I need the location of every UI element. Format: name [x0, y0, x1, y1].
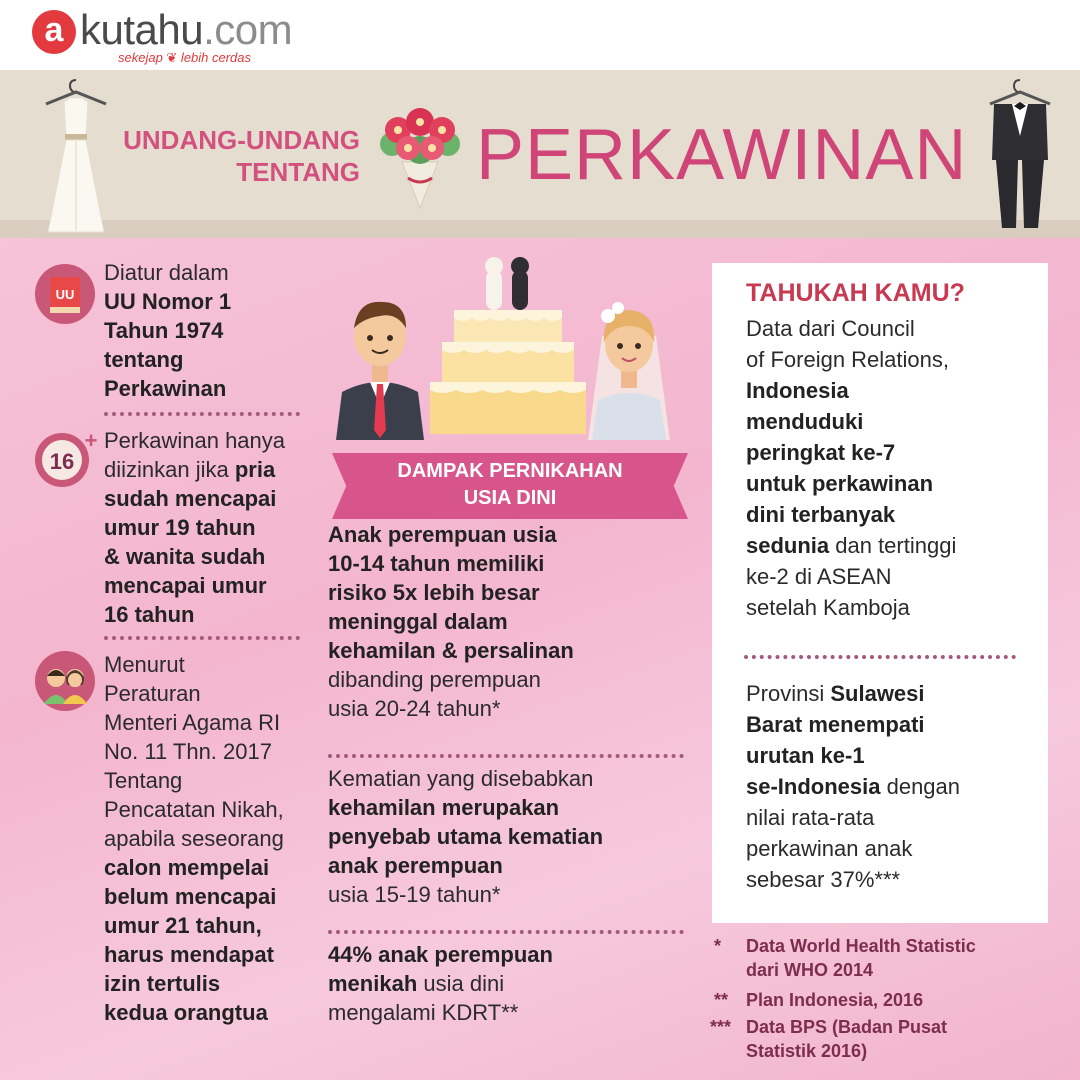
groom-icon [332, 290, 428, 440]
law-info: Diatur dalam UU Nomor 1 Tahun 1974 tentang Perkawinan [104, 260, 232, 401]
footnote-mark: *** [710, 1017, 732, 1037]
wedding-cake-icon [430, 254, 586, 434]
ministry-regulation: Menurut Peraturan Menteri Agama RI No. 11 Thn. 2017 Tentang Pencatatan Nikah, apabila seseorang calon mempelai belum mencapai umur 21 tahun, harus mendapat izin tertulis kedua orangtua [104, 652, 284, 1025]
impact-block-2: Kematian yang disebabkan kehamilan merupakan penyebab utama kematian anak perempuan usia 15-19 tahun* [328, 766, 604, 907]
did-you-know-fact-2: Provinsi Sulawesi Barat menempati urutan ke-1 se-Indonesia dengan nilai rata-rata perkawinan anak sebesar 37%*** [746, 681, 961, 892]
couple-icon [34, 650, 96, 712]
header-subtitle: UNDANG-UNDANG TENTANG [123, 125, 360, 187]
footnote-text: Data BPS (Badan Pusat Statistik 2016) [746, 1017, 948, 1061]
tuxedo-icon [984, 76, 1056, 236]
age-badge-number: 16 [49, 449, 75, 474]
header-banner [0, 70, 1080, 238]
footnote-mark: ** [714, 990, 729, 1010]
footnote-text: Plan Indonesia, 2016 [746, 990, 924, 1010]
top-bar [0, 0, 1080, 70]
divider [328, 930, 684, 934]
did-you-know-fact-1: Data dari Council of Foreign Relations, Indonesia menduduki peringkat ke-7 untuk perkawinan dini terbanyak sedunia dan tertinggi ke-2 di ASEAN setelah Kamboja [746, 316, 957, 620]
book-uu-icon [34, 263, 96, 325]
footnote-text: Data World Health Statistic dari WHO 2014 [746, 936, 976, 980]
impact-block-1: Anak perempuan usia 10-14 tahun memiliki risiko 5x lebih besar meninggal dalam kehamilan & persalinan dibanding perempuan usia 20-24 tahun* [328, 522, 574, 721]
footnote-mark: * [714, 936, 722, 956]
impact-block-3: 44% anak perempuan menikah usia dini mengalami KDRT** [328, 942, 553, 1025]
age-badge-plus: + [84, 428, 98, 453]
divider [104, 412, 300, 416]
logo-word: kutahu.com [80, 6, 293, 53]
impact-banner-label: DAMPAK PERNIKAHAN USIA DINI [397, 460, 623, 509]
age-16-plus-icon [34, 428, 100, 490]
logo-tagline: sekejap ❦ lebih cerdas [118, 50, 252, 65]
bouquet-icon [372, 92, 468, 212]
logo-letter: a [32, 10, 76, 54]
book-uu-badge: UU [55, 287, 75, 302]
divider [328, 754, 684, 758]
marriage-age-rule: Perkawinan hanya diizinkan jika pria sudah mencapai umur 19 tahun & wanita sudah mencapai umur 16 tahun [104, 428, 286, 627]
wedding-dress-icon [36, 76, 116, 236]
divider [744, 655, 1016, 659]
did-you-know-title: TAHUKAH KAMU? [746, 279, 965, 307]
page-title: PERKAWINAN [476, 115, 968, 195]
bride-icon [584, 296, 674, 440]
divider [104, 636, 300, 640]
